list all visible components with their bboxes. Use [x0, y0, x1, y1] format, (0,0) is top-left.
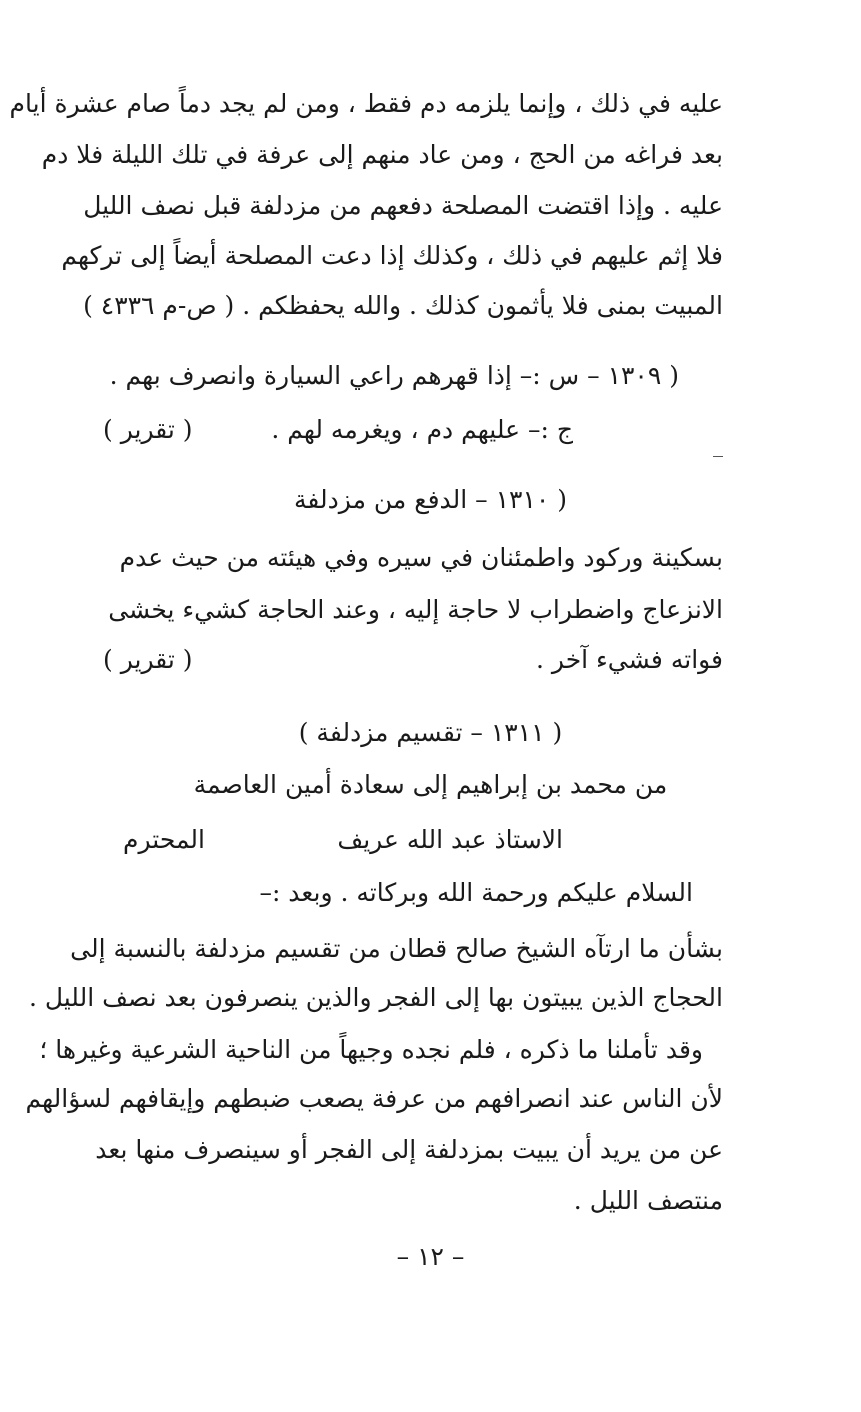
paragraph-line: لأن الناس عند انصرافهم من عرفة يصعب ضبطهم وإيقافهم لسؤالهم — [25, 1084, 723, 1113]
paragraph-line: الانزعاج واضطراب لا حاجة إليه ، وعند الحاجة كشيء يخشى — [108, 595, 723, 624]
paragraph-line: فواته فشيء آخر . — [536, 645, 723, 674]
paragraph-line: عن من يريد أن يبيت بمزدلفة إلى الفجر أو سينصرف منها بعد — [95, 1135, 723, 1164]
paragraph-line: بسكينة وركود واطمئنان في سيره وفي هيئته من حيث عدم — [119, 543, 723, 572]
source-label: ( تقرير ) — [103, 645, 193, 674]
answer-1309-row — [103, 410, 723, 456]
question-1309-row — [109, 356, 679, 402]
page-number: – ١٢ – — [396, 1242, 465, 1271]
margin-mark — [713, 456, 723, 457]
paragraph-line: وقد تأملنا ما ذكره ، فلم نجده وجيهاً من الناحية الشرعية وغيرها ؛ — [39, 1035, 703, 1064]
section-1311-heading: ( ١٣١١ – تقسيم مزدلفة ) — [298, 718, 563, 747]
section-1310-last-row — [103, 640, 723, 686]
section-1310-heading: ( ١٣١٠ – الدفع من مزدلفة — [293, 485, 568, 514]
greeting: السلام عليكم ورحمة الله وبركاته . وبعد :– — [259, 878, 693, 907]
paragraph-line: المبيت بمنى فلا يأثمون كذلك . والله يحفظكم . ( ص-م ٤٣٣٦ ) — [83, 291, 723, 320]
paragraph-line: بشأن ما ارتآه الشيخ صالح قطان من تقسيم مزدلفة بالنسبة إلى — [70, 934, 723, 963]
question-1309: ( ١٣٠٩ – س :– إذا قهرهم راعي السيارة وانصرف بهم . — [109, 361, 679, 390]
paragraph-line: الحجاج الذين يبيتون بها إلى الفجر والذين ينصرفون بعد نصف الليل . — [28, 983, 723, 1012]
paragraph-line: عليه . وإذا اقتضت المصلحة دفعهم من مزدلفة قبل نصف الليل — [83, 191, 723, 220]
paragraph-line: عليه في ذلك ، وإنما يلزمه دم فقط ، ومن لم يجد دماً صام عشرة أيام — [9, 89, 723, 118]
addressee-row — [103, 820, 723, 866]
letter-from-line: من محمد بن إبراهيم إلى سعادة أمين العاصمة — [193, 770, 668, 799]
answer-1309: ج :– عليهم دم ، ويغرمه لهم . — [271, 415, 573, 444]
paragraph-line: بعد فراغه من الحج ، ومن عاد منهم إلى عرفة في تلك الليلة فلا دم — [41, 140, 723, 169]
paragraph-line: منتصف الليل . — [573, 1186, 723, 1215]
source-label: ( تقرير ) — [103, 415, 193, 444]
addressee-name: الاستاذ عبد الله عريف — [337, 825, 563, 854]
honorific: المحترم — [123, 825, 205, 854]
paragraph-line: فلا إثم عليهم في ذلك ، وكذلك إذا دعت المصلحة أيضاً إلى تركهم — [61, 241, 723, 270]
